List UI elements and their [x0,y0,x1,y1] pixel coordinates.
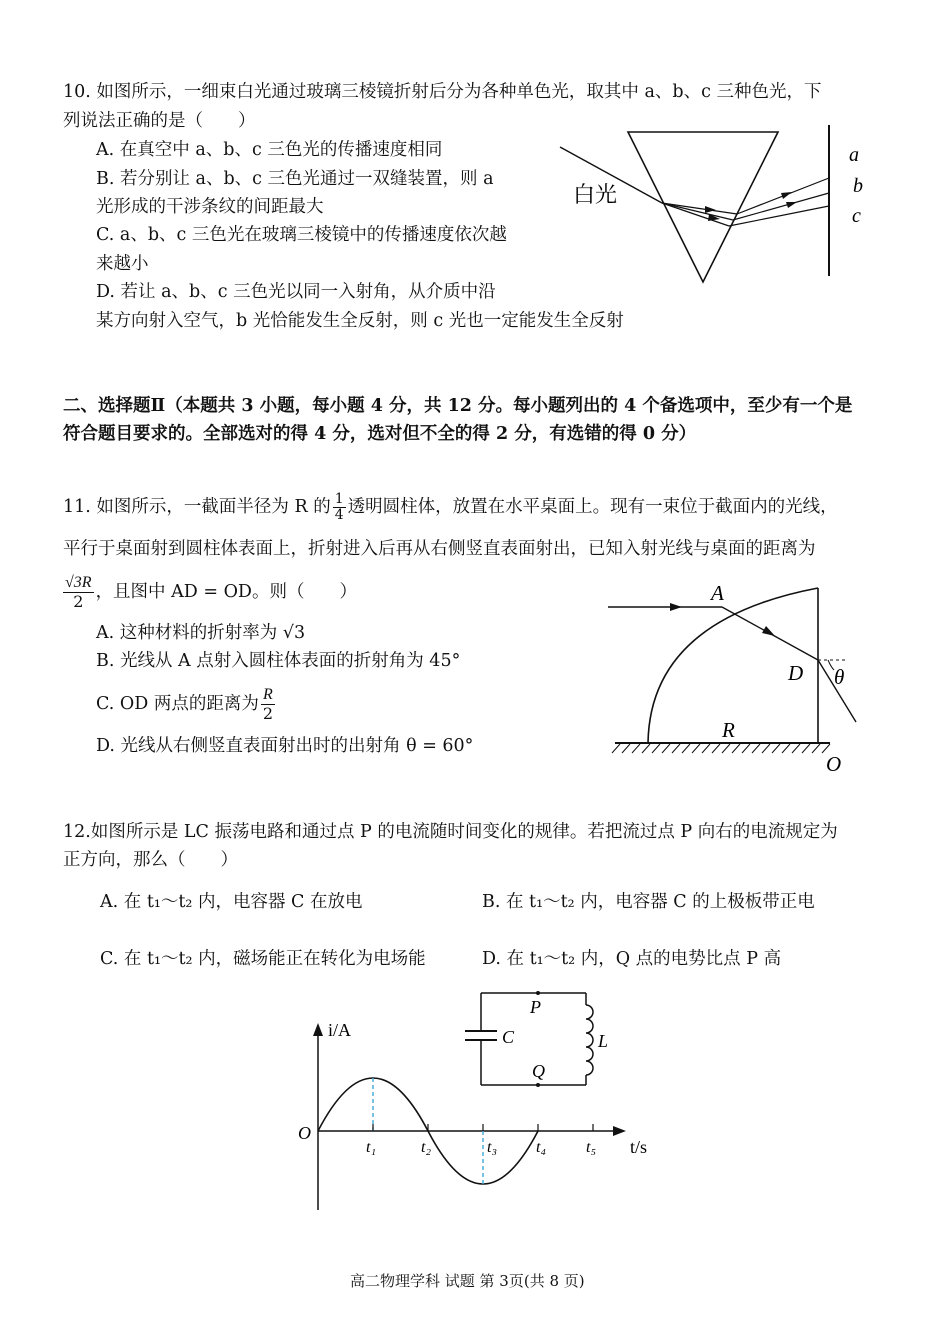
q11-option-a: A. 这种材料的折射率为 √3 [96,623,306,643]
theta-label: θ [834,665,845,689]
cylinder-figure [600,575,880,780]
q11-stem-line1-b: 透明圆柱体，放置在水平桌面上。现有一束位于截面内的光线， [347,497,838,517]
tick-t2: t₂ [421,1139,432,1156]
tick-t4: t₄ [536,1139,547,1156]
tick-t1: t₁ [366,1139,377,1156]
q12-option-b: B. 在 t₁～t₂ 内，电容器 C 的上极板带正电 [482,892,815,912]
section2-heading-line1: 二、选择题Ⅱ（本题共 3 小题，每小题 4 分，共 12 分。每小题列出的 4 个备选项中，至少有一个是 [63,396,853,416]
half-r-fraction: $\frac{R}{2}$ [262,686,274,723]
q11-option-c-text: C. OD 两点的距离为 [96,694,259,714]
q11-option-b: B. 光线从 A 点射入圆柱体表面的折射角为 45° [96,651,461,671]
q10-option-c-line1: C. a、b、c 三色光在玻璃三棱镜中的传播速度依次越 [96,225,507,245]
point-q-label: Q [532,1061,545,1081]
q11-stem-line2: 平行于桌面射到圆柱体表面上，折射进入后再从右侧竖直表面射出，已知入射光线与桌面的距离为 [63,539,816,559]
q10-stem-line2: 列说法正确的是（ ） [63,111,256,131]
point-o-label: O [826,752,842,776]
q12-option-a: A. 在 t₁～t₂ 内，电容器 C 在放电 [100,892,363,912]
q11-stem-line3 [63,574,357,611]
distance-fraction: $\frac{√3R}{2}$ [65,574,92,611]
ray-a-label: a [849,144,859,166]
q10-option-d-line2: 某方向射入空气，b 光恰能发生全反射，则 c 光也一定能发生全反射 [96,311,624,331]
q12-option-c: C. 在 t₁～t₂ 内，磁场能正在转化为电场能 [100,949,426,969]
white-light-label: 白光 [573,182,618,207]
inductor-label: L [598,1031,609,1051]
section2-heading-line2: 符合题目要求的。全部选对的得 4 分，选对但不全的得 2 分，有选错的得 0 分） [63,424,697,444]
q11-option-c [96,686,277,723]
point-d-label: D [788,661,804,685]
page-footer: 高二物理学科 试题 第 3页(共 8 页) [350,1272,585,1290]
quarter-fraction: $\frac{1}{4}$ [334,491,344,523]
q12-option-d: D. 在 t₁～t₂ 内，Q 点的电势比点 P 高 [482,949,782,969]
radius-label: R [722,718,735,742]
q10-option-c-line2: 来越小 [96,254,149,274]
q11-stem-line3-text: ，且图中 AD = OD。则（ ） [95,582,357,602]
tick-t5: t₅ [586,1139,597,1156]
q10-option-b-line1: B. 若分别让 a、b、c 三色光通过一双缝装置，则 a [96,169,494,189]
ray-c-label: c [852,205,861,227]
q11-stem-line1 [63,492,838,523]
q10-option-b-line2: 光形成的干涉条纹的间距最大 [96,197,324,217]
q10-option-d-line1: D. 若让 a、b、c 三色光以同一入射角，从介质中沿 [96,282,496,302]
q11-option-d: D. 光线从右侧竖直表面射出时的出射角 θ = 60° [96,736,474,756]
q12-stem-line2: 正方向，那么（ ） [63,850,238,870]
q10-stem-line1: 10. 如图所示，一细束白光通过玻璃三棱镜折射后分为各种单色光，取其中 a、b、c 三种色光，下 [63,82,822,102]
q10-option-a: A. 在真空中 a、b、c 三色光的传播速度相同 [96,140,443,160]
q12-stem-line1: 12.如图所示是 LC 振荡电路和通过点 P 的电流随时间变化的规律。若把流过点 P 向右的电流规定为 [63,822,838,842]
tick-t3: t₃ [487,1139,498,1156]
current-time-graph [290,1015,670,1215]
point-a-label: A [711,581,724,605]
x-axis-label: t/s [630,1137,648,1157]
y-axis-label: i/A [328,1020,352,1040]
q11-stem-line1-a: 11. 如图所示，一截面半径为 R 的 [63,497,331,517]
ray-b-label: b [853,175,863,197]
point-p-label: P [530,997,541,1017]
capacitor-label: C [502,1027,515,1047]
origin-label: O [298,1123,311,1143]
prism-figure [555,120,875,290]
